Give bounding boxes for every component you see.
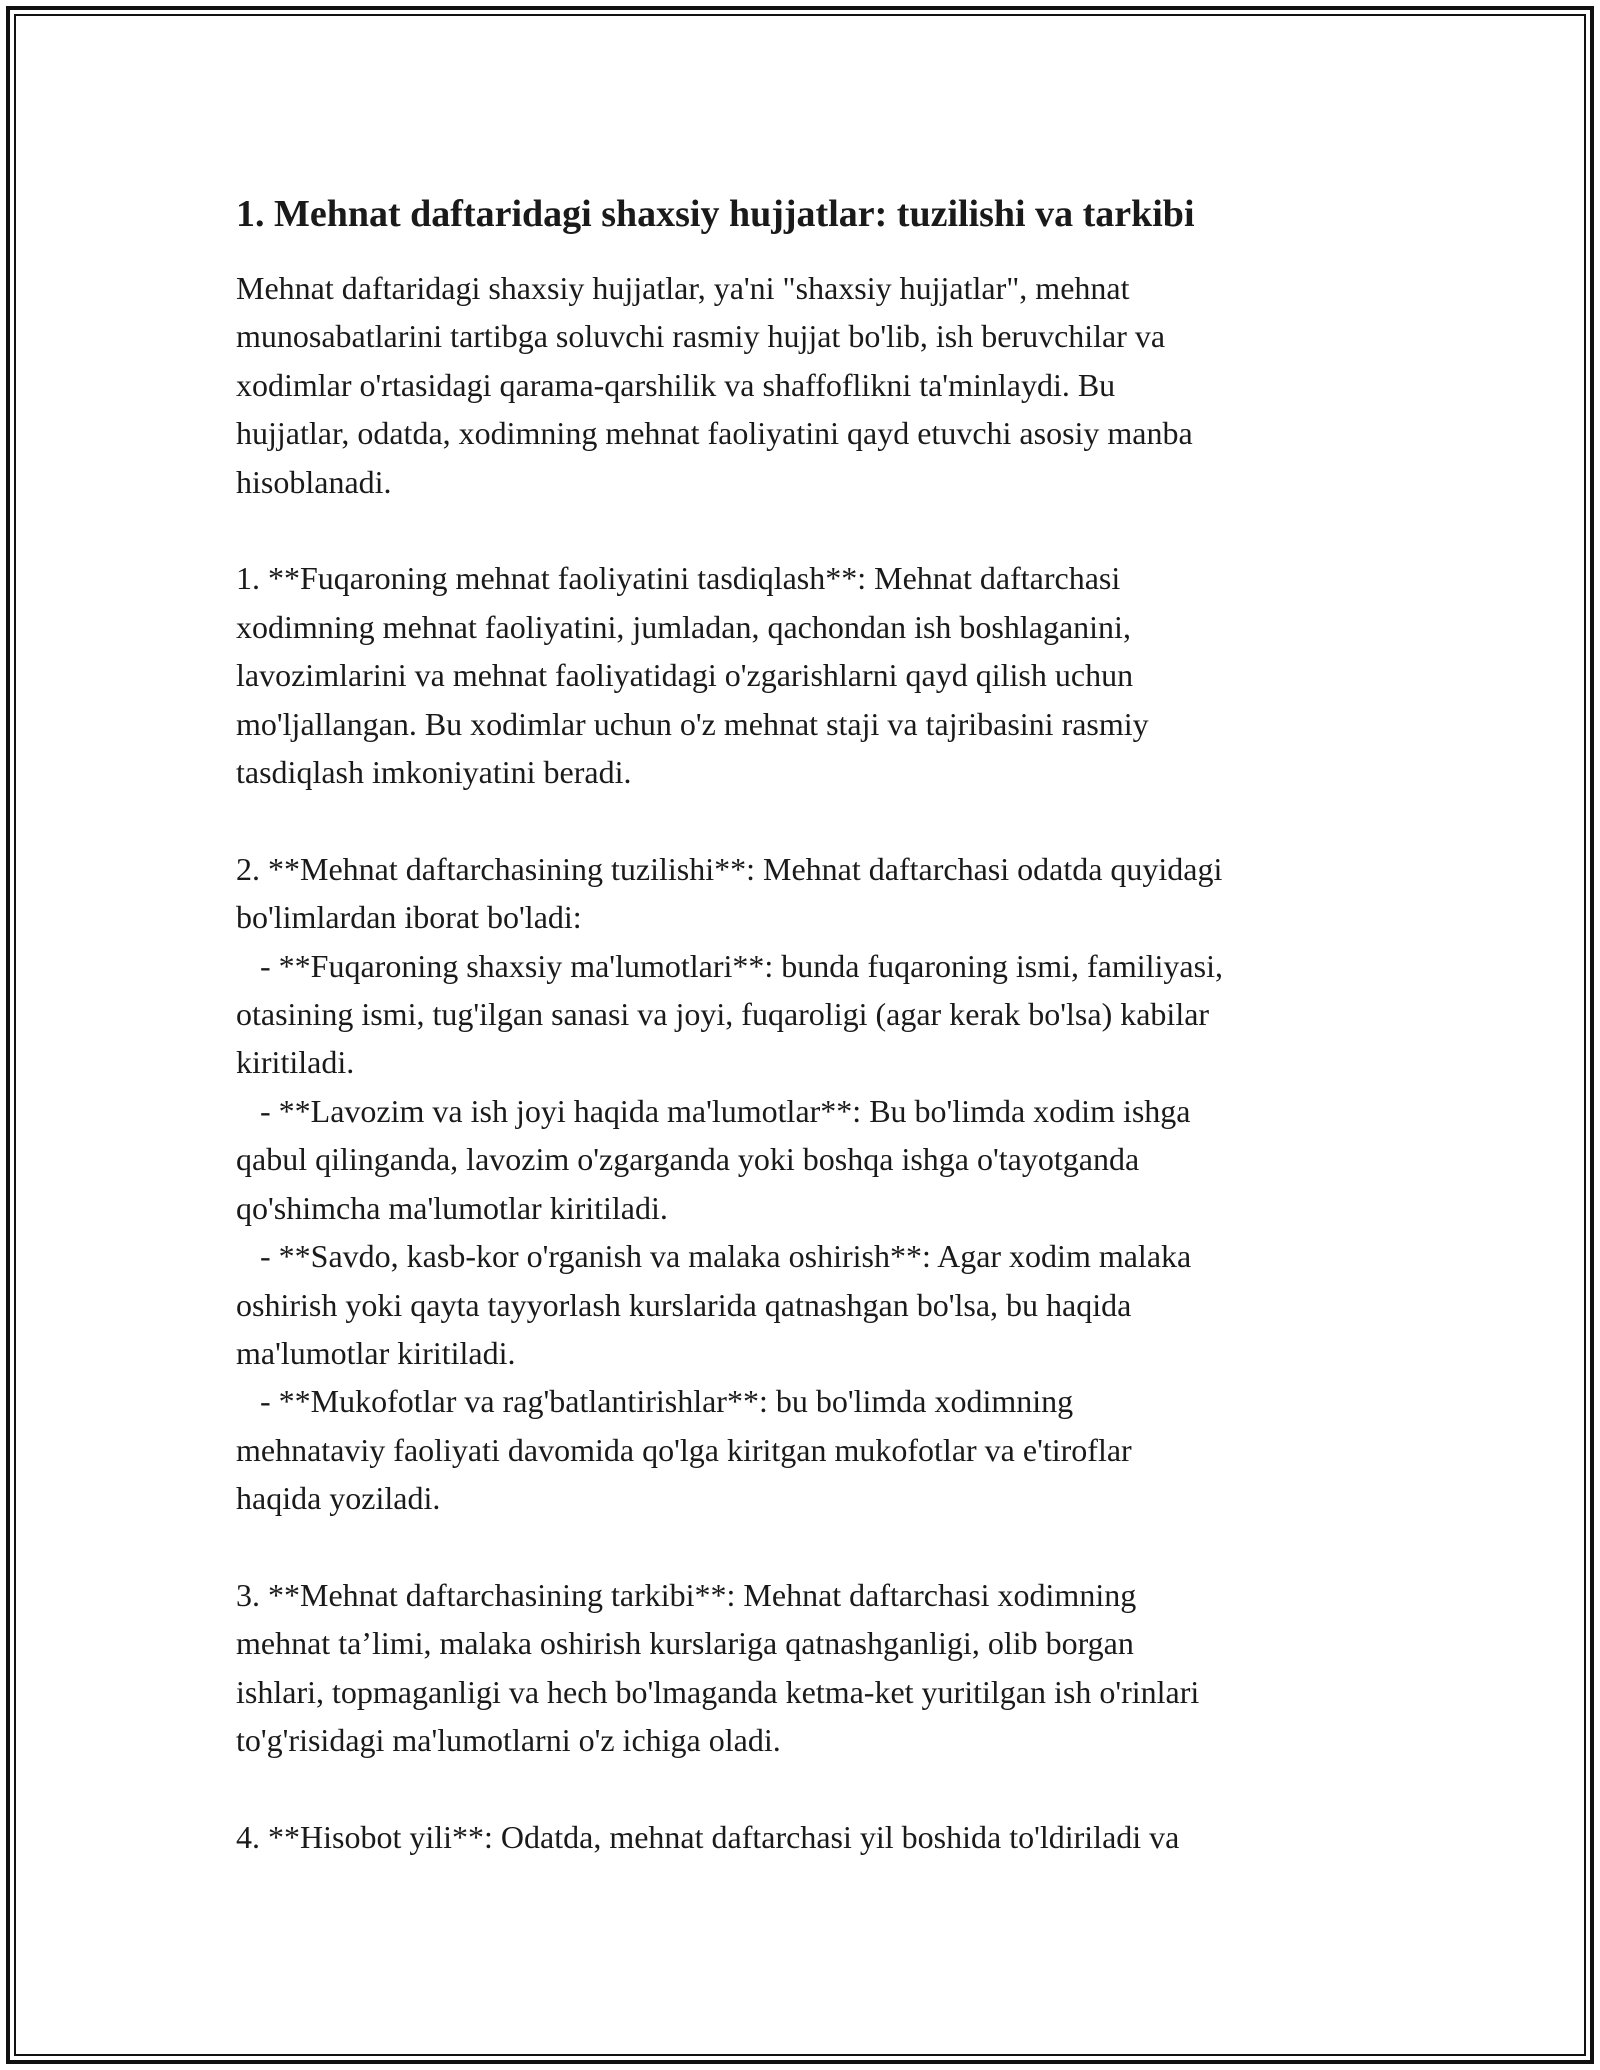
text-line: mehnataviy faoliyati davomida qo'lga kiritgan mukofotlar va e'tiroflar [236, 1431, 1132, 1468]
text-line: hujjatlar, odatda, xodimning mehnat faoliyatini qayd etuvchi asosiy manba [236, 415, 1193, 452]
text-line: otasining ismi, tug'ilgan sanasi va joyi, fuqaroligi (agar kerak bo'lsa) kabilar [236, 996, 1210, 1033]
text-line: mo'ljallangan. Bu xodimlar uchun o'z mehnat staji va tajribasini rasmiy [236, 705, 1149, 742]
text-line: 3. **Mehnat daftarchasining tarkibi**: Mehnat daftarchasi xodimning [236, 1576, 1137, 1613]
text-line: 4. **Hisobot yili**: Odatda, mehnat daftarchasi yil boshida to'ldiriladi va [236, 1818, 1180, 1855]
sub-item-line: - **Mukofotlar va rag'batlantirishlar**: bu bo'limda xodimning [236, 1383, 1074, 1420]
item-3-paragraph [236, 1571, 1376, 1765]
text-line: haqida yoziladi. [236, 1480, 441, 1517]
text-line: ishlari, topmaganligi va hech bo'lmaganda ketma-ket yuritilgan ish o'rinlari [236, 1673, 1200, 1710]
sub-item-line: - **Fuqaroning shaxsiy ma'lumotlari**: bunda fuqaroning ismi, familiyasi, [236, 947, 1223, 984]
paragraph-gap [236, 796, 1376, 844]
text-line: 2. **Mehnat daftarchasining tuzilishi**: Mehnat daftarchasi odatda quyidagi [236, 850, 1223, 887]
text-line: oshirish yoki qayta tayyorlash kurslarida qatnashgan bo'lsa, bu haqida [236, 1286, 1132, 1323]
text-line: lavozimlarini va mehnat faoliyatidagi o'zgarishlarni qayd qilish uchun [236, 657, 1134, 694]
document-title: 1. Mehnat daftaridagi shaxsiy hujjatlar: tuzilishi va tarkibi [236, 193, 1195, 235]
text-line: bo'limlardan iborat bo'ladi: [236, 899, 582, 936]
text-line: hisoblanadi. [236, 463, 392, 500]
text-line: mehnat ta’limi, malaka oshirish kurslariga qatnashganligi, olib borgan [236, 1625, 1134, 1662]
paragraph-gap [236, 506, 1376, 554]
text-line: to'g'risidagi ma'lumotlarni o'z ichiga oladi. [236, 1722, 781, 1759]
item-1-paragraph [236, 554, 1376, 796]
text-line: Mehnat daftaridagi shaxsiy hujjatlar, ya'ni "shaxsiy hujjatlar", mehnat [236, 270, 1130, 306]
item-2-paragraph [236, 845, 1376, 1523]
text-line: kiritiladi. [236, 1044, 355, 1081]
text-line: tasdiqlash imkoniyatini beradi. [236, 754, 632, 791]
text-line: munosabatlarini tartibga soluvchi rasmiy hujjat bo'lib, ish beruvchilar va [236, 318, 1166, 355]
paragraph-gap [236, 1523, 1376, 1571]
text-line: qabul qilinganda, lavozim o'zgarganda yoki boshqa ishga o'tayotganda [236, 1141, 1140, 1178]
intro-paragraph [236, 264, 1376, 506]
text-line: xodimlar o'rtasidagi qarama-qarshilik va shaffoflikni ta'minlaydi. Bu [236, 366, 1116, 403]
sub-item-line: - **Lavozim va ish joyi haqida ma'lumotlar**: Bu bo'limda xodim ishga [236, 1092, 1191, 1129]
sub-item-line: - **Savdo, kasb-kor o'rganish va malaka oshirish**: Agar xodim malaka [236, 1238, 1192, 1275]
item-4-paragraph [236, 1813, 1376, 1861]
text-line: xodimning mehnat faoliyatini, jumladan, qachondan ish boshlaganini, [236, 608, 1131, 645]
document-body [236, 190, 1376, 1861]
text-line: ma'lumotlar kiritiladi. [236, 1334, 516, 1371]
text-line: 1. **Fuqaroning mehnat faoliyatini tasdiqlash**: Mehnat daftarchasi [236, 560, 1121, 597]
paragraph-gap [236, 1765, 1376, 1813]
text-line: qo'shimcha ma'lumotlar kiritiladi. [236, 1189, 668, 1226]
